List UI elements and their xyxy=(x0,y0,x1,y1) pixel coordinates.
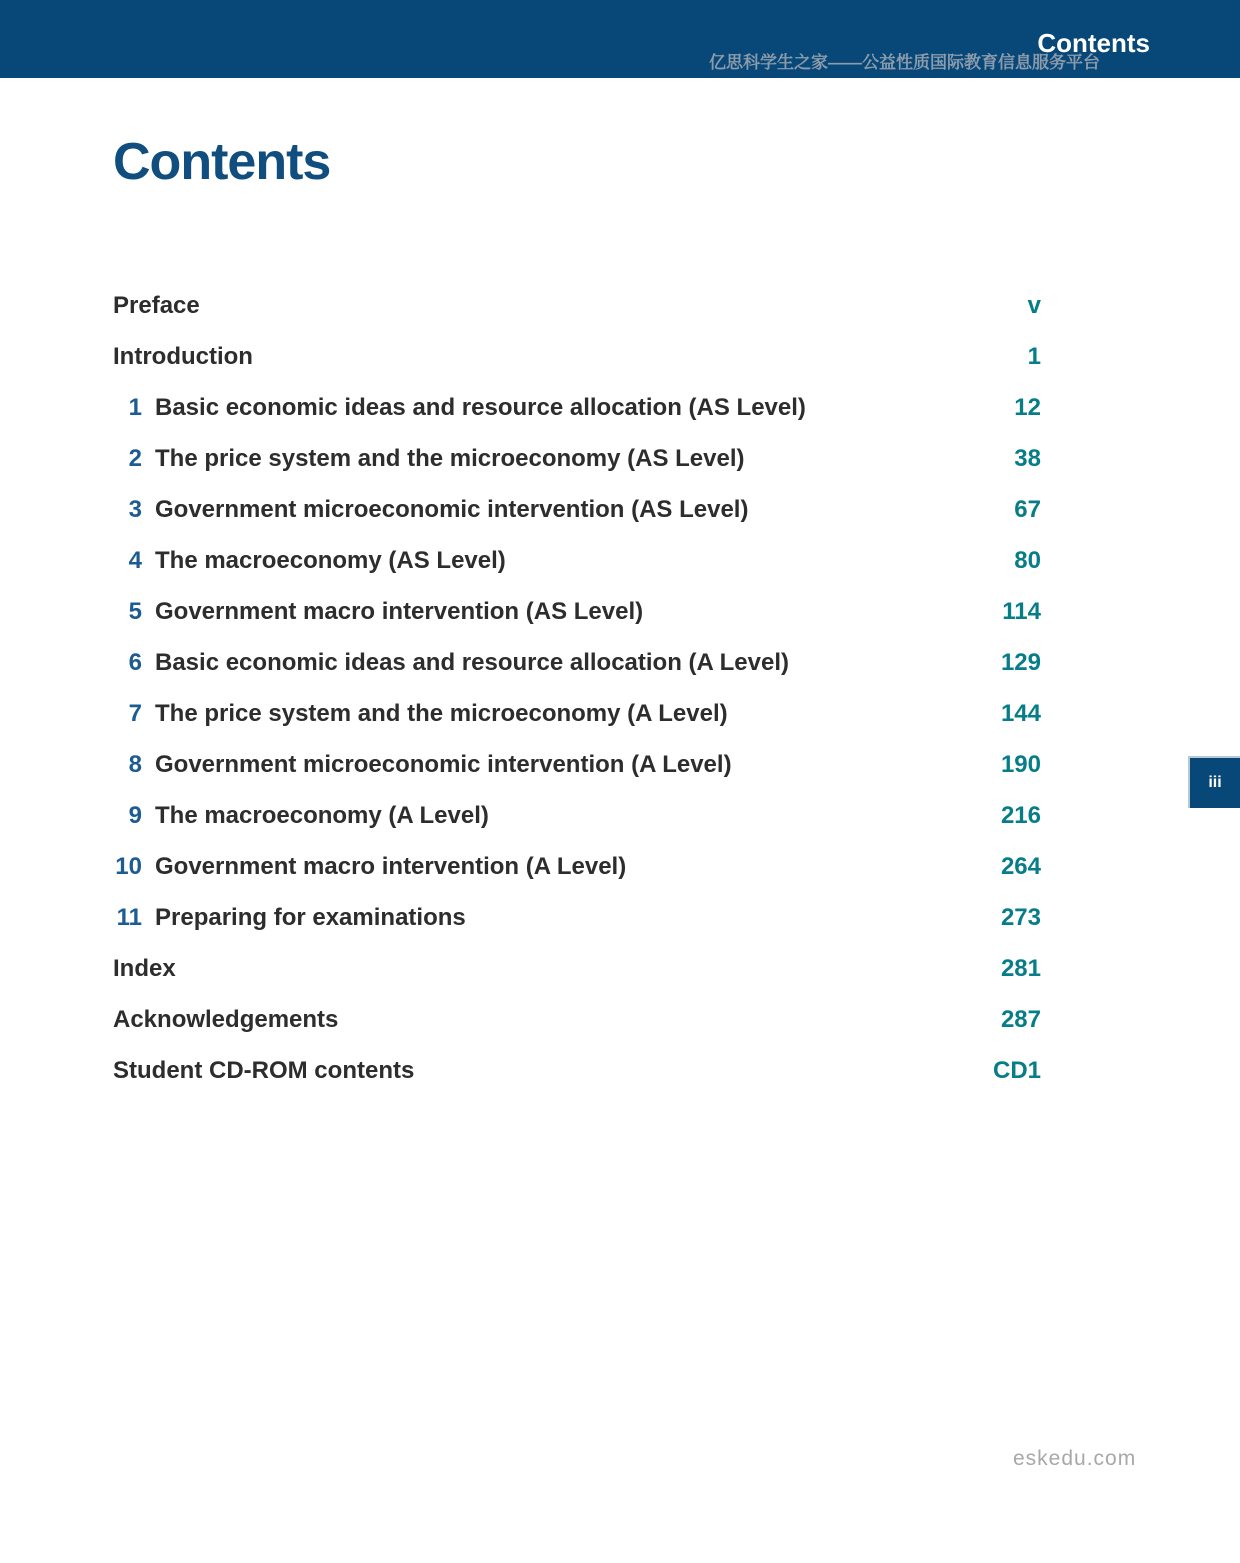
chapter-title: Index xyxy=(113,955,176,982)
page-number: 264 xyxy=(1000,853,1041,880)
page-number: 144 xyxy=(1000,700,1041,727)
chapter-number: 10 xyxy=(115,853,142,880)
chapter-number: 6 xyxy=(128,649,142,676)
toc-row xyxy=(113,701,1041,726)
page-number-tab: iii xyxy=(1188,756,1240,808)
chapter-title: Preparing for examinations xyxy=(155,904,466,931)
chapter-number: 1 xyxy=(128,394,142,421)
page-number: 1 xyxy=(1027,343,1041,370)
toc-list xyxy=(113,293,1041,1109)
header-page-title: Contents xyxy=(1037,28,1150,58)
chapter-title: The price system and the microeconomy (A Level) xyxy=(155,700,728,727)
page-number: 12 xyxy=(1014,394,1041,421)
chapter-title: Basic economic ideas and resource allocation (AS Level) xyxy=(155,394,806,421)
chapter-title: The macroeconomy (AS Level) xyxy=(155,547,506,574)
toc-row xyxy=(113,344,1041,369)
chapter-number: 11 xyxy=(116,904,142,931)
toc-row xyxy=(113,1007,1041,1032)
chapter-number: 8 xyxy=(128,751,142,778)
toc-row xyxy=(113,956,1041,981)
page-number: v xyxy=(1027,292,1041,319)
page-number: 80 xyxy=(1014,547,1041,574)
page-number: 287 xyxy=(1000,1006,1041,1033)
toc-row xyxy=(113,650,1041,675)
toc-row xyxy=(113,1058,1041,1083)
toc-row xyxy=(113,803,1041,828)
page-number: 281 xyxy=(1000,955,1041,982)
chapter-title: The price system and the microeconomy (AS Level) xyxy=(155,445,745,472)
toc-row xyxy=(113,395,1041,420)
chapter-title: Introduction xyxy=(113,343,253,370)
chapter-title: Acknowledgements xyxy=(113,1006,339,1033)
toc-row xyxy=(113,293,1041,318)
chapter-title: Government macro intervention (A Level) xyxy=(155,853,627,880)
page-number: 67 xyxy=(1014,496,1041,523)
chapter-number: 2 xyxy=(128,445,142,472)
page-number: 190 xyxy=(1000,751,1041,778)
page-number: 114 xyxy=(1002,598,1041,625)
chapter-title: Government macro intervention (AS Level) xyxy=(155,598,644,625)
toc-row xyxy=(113,497,1041,522)
chapter-title: Preface xyxy=(113,292,200,319)
header-bar xyxy=(0,0,1240,78)
chapter-number: 7 xyxy=(128,700,142,727)
chapter-number: 9 xyxy=(128,802,142,829)
page-number: 38 xyxy=(1014,445,1041,472)
toc-row xyxy=(113,548,1041,573)
chapter-title: Student CD-ROM contents xyxy=(113,1057,415,1084)
header-watermark-banner: 亿思科学生之家——公益性质国际教育信息服务平台 xyxy=(709,53,1100,72)
page-heading: Contents xyxy=(113,133,331,191)
page-number: 129 xyxy=(1000,649,1041,676)
chapter-number: 4 xyxy=(128,547,142,574)
chapter-title: Government microeconomic intervention (AS Level) xyxy=(155,496,749,523)
toc-row xyxy=(113,599,1041,624)
chapter-number: 3 xyxy=(128,496,142,523)
watermark: eskedu.com xyxy=(1013,1447,1137,1470)
page-number: CD1 xyxy=(992,1057,1041,1084)
chapter-title: Basic economic ideas and resource allocation (A Level) xyxy=(155,649,789,676)
chapter-number: 5 xyxy=(128,598,142,625)
chapter-title: Government microeconomic intervention (A Level) xyxy=(155,751,732,778)
page-number: 273 xyxy=(1000,904,1041,931)
page-number: 216 xyxy=(1000,802,1041,829)
chapter-title: The macroeconomy (A Level) xyxy=(155,802,489,829)
toc-row xyxy=(113,446,1041,471)
toc-row xyxy=(113,905,1041,930)
toc-row xyxy=(113,854,1041,879)
toc-row xyxy=(113,752,1041,777)
